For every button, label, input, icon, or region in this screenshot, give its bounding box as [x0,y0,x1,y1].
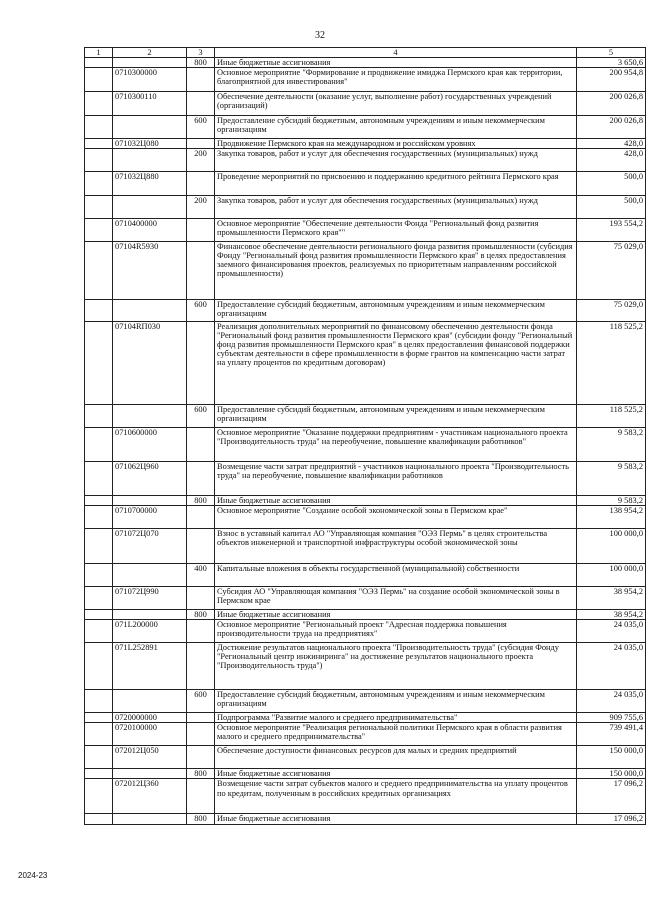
table-header-row [85,48,646,58]
cell-target-code: 07104R5930 [113,242,187,300]
cell-index [85,620,113,643]
cell-expense-type: 800 [187,610,215,620]
table-row [85,139,646,149]
cell-name: Обеспечение доступности финансовых ресурсов для малых и средних предприятий [215,746,577,769]
cell-index [85,149,113,172]
cell-index [85,769,113,779]
cell-target-code [113,564,187,587]
cell-expense-type: 200 [187,149,215,172]
cell-expense-type [187,68,215,92]
cell-expense-type [187,779,215,814]
page-number: 32 [315,30,325,41]
cell-name: Основное мероприятие "Создание особой экономической зоны в Пермском крае" [215,506,577,529]
cell-amount: 428,0 [577,139,646,149]
cell-index [85,506,113,529]
cell-index [85,814,113,824]
cell-target-code: 0710300110 [113,92,187,116]
cell-expense-type: 400 [187,564,215,587]
cell-amount: 24 035,0 [577,620,646,643]
cell-index [85,529,113,564]
cell-target-code: 072012Ц360 [113,779,187,814]
cell-target-code [113,58,187,68]
table-row [85,116,646,139]
cell-expense-type [187,242,215,300]
cell-name: Иные бюджетные ассигнования [215,769,577,779]
cell-name: Основное мероприятие "Реализация региональной политики Пермского края в области развития малого и среднего предпринимательства" [215,723,577,746]
cell-amount: 193 554,2 [577,219,646,242]
cell-expense-type: 800 [187,496,215,506]
cell-target-code [113,116,187,139]
cell-name: Продвижение Пермского края на международном и российском уровнях [215,139,577,149]
cell-expense-type [187,506,215,529]
cell-target-code [113,300,187,322]
cell-target-code: 07104RП030 [113,322,187,405]
cell-target-code [113,814,187,824]
cell-name: Предоставление субсидий бюджетным, автономным учреждениям и иным некоммерческим организациям [215,300,577,322]
cell-target-code: 072012Ц050 [113,746,187,769]
cell-index [85,564,113,587]
cell-name: Обеспечение деятельности (оказание услуг, выполнение работ) государственных учреждений (организаций) [215,92,577,116]
cell-name: Субсидия АО "Управляющая компания "ОЭЗ Пермь" на создание особой экономической зоны в Пермском крае [215,587,577,610]
table-row [85,242,646,300]
table-row [85,219,646,242]
cell-name: Иные бюджетные ассигнования [215,610,577,620]
cell-name: Достижение результатов национального проекта "Производительность труда" (субсидия Фонду "Региональный центр инжиниринга" на достижение результатов национального проекта "Производительность труда") [215,643,577,690]
cell-index [85,58,113,68]
cell-amount: 150 000,0 [577,746,646,769]
cell-name: Иные бюджетные ассигнования [215,58,577,68]
cell-name: Основное мероприятие "Региональный проект "Адресная поддержка повышения производительности труда на предприятиях" [215,620,577,643]
table-row [85,690,646,713]
cell-name: Подпрограмма "Развитие малого и среднего предпринимательства" [215,713,577,723]
cell-amount: 118 525,2 [577,405,646,428]
table-row [85,779,646,814]
cell-expense-type: 800 [187,769,215,779]
cell-amount: 739 491,4 [577,723,646,746]
cell-name: Реализация дополнительных мероприятий по финансовому обеспечению деятельности фонда "Региональный фонд развития промышленности Пермского края" (субсидии фонду "Региональный фонд развития промышленности Пермского края" в целях предоставления финансовой поддержки субъектам деятельности в сфере промышленности в форме грантов на компенсацию части затрат на уплату процентов по кредитным договорам) [215,322,577,405]
cell-index [85,587,113,610]
cell-target-code [113,496,187,506]
header-col-1: 1 [85,48,113,58]
cell-expense-type: 600 [187,116,215,139]
cell-expense-type: 800 [187,814,215,824]
cell-index [85,68,113,92]
table-row [85,496,646,506]
cell-expense-type [187,139,215,149]
cell-amount: 200 026,8 [577,116,646,139]
cell-name: Возмещение части затрат предприятий - участников национального проекта "Производительность труда" на переобучение, повышение квалификации работников [215,462,577,496]
cell-name: Капитальные вложения в объекты государственной (муниципальной) собственности [215,564,577,587]
cell-amount: 909 755,6 [577,713,646,723]
cell-target-code [113,610,187,620]
cell-index [85,643,113,690]
cell-amount: 3 650,6 [577,58,646,68]
table-row [85,322,646,405]
cell-amount: 428,0 [577,149,646,172]
cell-amount: 9 583,2 [577,428,646,462]
cell-amount: 38 954,2 [577,610,646,620]
cell-target-code: 071032Ц080 [113,139,187,149]
table-row [85,814,646,824]
cell-expense-type [187,172,215,196]
table-row [85,92,646,116]
cell-index [85,746,113,769]
table-row [85,713,646,723]
cell-index [85,92,113,116]
cell-index [85,116,113,139]
table-row [85,769,646,779]
table-row [85,620,646,643]
table-row [85,405,646,428]
cell-expense-type [187,620,215,643]
cell-amount: 75 029,0 [577,242,646,300]
cell-expense-type [187,587,215,610]
cell-target-code [113,769,187,779]
table-row [85,723,646,746]
cell-index [85,462,113,496]
cell-expense-type [187,746,215,769]
cell-index [85,322,113,405]
cell-index [85,242,113,300]
header-col-4: 4 [215,48,577,58]
table-row [85,58,646,68]
budget-table [84,47,646,825]
table-row [85,746,646,769]
cell-name: Иные бюджетные ассигнования [215,496,577,506]
cell-index [85,610,113,620]
table-row [85,149,646,172]
cell-name: Основное мероприятие "Формирование и продвижение имиджа Пермского края как территории, благоприятной для инвестирования" [215,68,577,92]
cell-expense-type [187,723,215,746]
cell-name: Предоставление субсидий бюджетным, автономным учреждениям и иным некоммерческим организациям [215,690,577,713]
cell-target-code [113,405,187,428]
cell-target-code: 0710300000 [113,68,187,92]
table-row [85,300,646,322]
cell-target-code: 0710700000 [113,506,187,529]
cell-amount: 17 096,2 [577,779,646,814]
document-code: 2024-23 [18,871,48,880]
cell-name: Закупка товаров, работ и услуг для обеспечения государственных (муниципальных) нужд [215,149,577,172]
cell-amount: 200 026,8 [577,92,646,116]
table-row [85,529,646,564]
cell-target-code: 071062Ц960 [113,462,187,496]
cell-target-code [113,690,187,713]
cell-name: Закупка товаров, работ и услуг для обеспечения государственных (муниципальных) нужд [215,196,577,219]
cell-expense-type [187,643,215,690]
cell-amount: 24 035,0 [577,690,646,713]
cell-amount: 38 954,2 [577,587,646,610]
cell-target-code: 071L252891 [113,643,187,690]
cell-amount: 138 954,2 [577,506,646,529]
cell-index [85,139,113,149]
cell-target-code: 071032Ц880 [113,172,187,196]
cell-amount: 118 525,2 [577,322,646,405]
cell-expense-type [187,322,215,405]
cell-index [85,300,113,322]
cell-index [85,779,113,814]
cell-index [85,219,113,242]
cell-target-code [113,196,187,219]
cell-expense-type: 800 [187,58,215,68]
cell-index [85,172,113,196]
header-col-5: 5 [577,48,646,58]
table-row [85,172,646,196]
cell-amount: 24 035,0 [577,643,646,690]
cell-target-code [113,149,187,172]
cell-expense-type [187,462,215,496]
table-row [85,564,646,587]
cell-target-code: 0710600000 [113,428,187,462]
cell-target-code: 0720000000 [113,713,187,723]
cell-target-code: 0720100000 [113,723,187,746]
cell-index [85,713,113,723]
cell-amount: 9 583,2 [577,496,646,506]
cell-amount: 500,0 [577,172,646,196]
cell-name: Проведение мероприятий по присвоению и поддержанию кредитного рейтинга Пермского края [215,172,577,196]
cell-name: Основное мероприятие "Обеспечение деятельности Фонда "Региональный фонд развития промышленности Пермского края"" [215,219,577,242]
cell-expense-type: 200 [187,196,215,219]
cell-amount: 150 000,0 [577,769,646,779]
cell-index [85,496,113,506]
cell-name: Возмещение части затрат субъектов малого и среднего предпринимательства на уплату процентов по кредитам, полученным в российских кредитных организациях [215,779,577,814]
cell-index [85,405,113,428]
cell-target-code: 071L200000 [113,620,187,643]
cell-name: Предоставление субсидий бюджетным, автономным учреждениям и иным некоммерческим организациям [215,116,577,139]
cell-amount: 500,0 [577,196,646,219]
cell-expense-type: 600 [187,405,215,428]
cell-target-code: 0710400000 [113,219,187,242]
cell-expense-type: 600 [187,690,215,713]
cell-name: Взнос в уставный капитал АО "Управляющая компания "ОЭЗ Пермь" в целях строительства объектов инженерной и транспортной инфраструктуры особой экономической зоны [215,529,577,564]
table-row [85,643,646,690]
cell-expense-type [187,713,215,723]
cell-expense-type [187,428,215,462]
cell-amount: 75 029,0 [577,300,646,322]
cell-target-code: 071072Ц070 [113,529,187,564]
table-row [85,462,646,496]
table-row [85,610,646,620]
cell-name: Основное мероприятие "Оказание поддержки предприятиям - участникам национального проекта "Производительность труда" на переобучение, повышение квалификации работников" [215,428,577,462]
cell-name: Иные бюджетные ассигнования [215,814,577,824]
table-row [85,428,646,462]
cell-amount: 100 000,0 [577,529,646,564]
cell-name: Финансовое обеспечение деятельности регионального фонда развития промышленности (субсидия Фонду "Региональный фонд развития промышленности Пермского края" в целях предоставления заемного финансирования проектов, реализуемых по приоритетным направлениям российской промышленности) [215,242,577,300]
cell-name: Предоставление субсидий бюджетным, автономным учреждениям и иным некоммерческим организациям [215,405,577,428]
cell-expense-type: 600 [187,300,215,322]
table-row [85,587,646,610]
cell-amount: 17 096,2 [577,814,646,824]
table-row [85,68,646,92]
header-col-2: 2 [113,48,187,58]
cell-index [85,196,113,219]
cell-target-code: 071072Ц990 [113,587,187,610]
header-col-3: 3 [187,48,215,58]
cell-expense-type [187,529,215,564]
cell-expense-type [187,92,215,116]
table-row [85,506,646,529]
cell-expense-type [187,219,215,242]
cell-index [85,428,113,462]
cell-index [85,723,113,746]
cell-amount: 100 000,0 [577,564,646,587]
table-row [85,196,646,219]
cell-amount: 200 954,8 [577,68,646,92]
cell-index [85,690,113,713]
cell-amount: 9 583,2 [577,462,646,496]
